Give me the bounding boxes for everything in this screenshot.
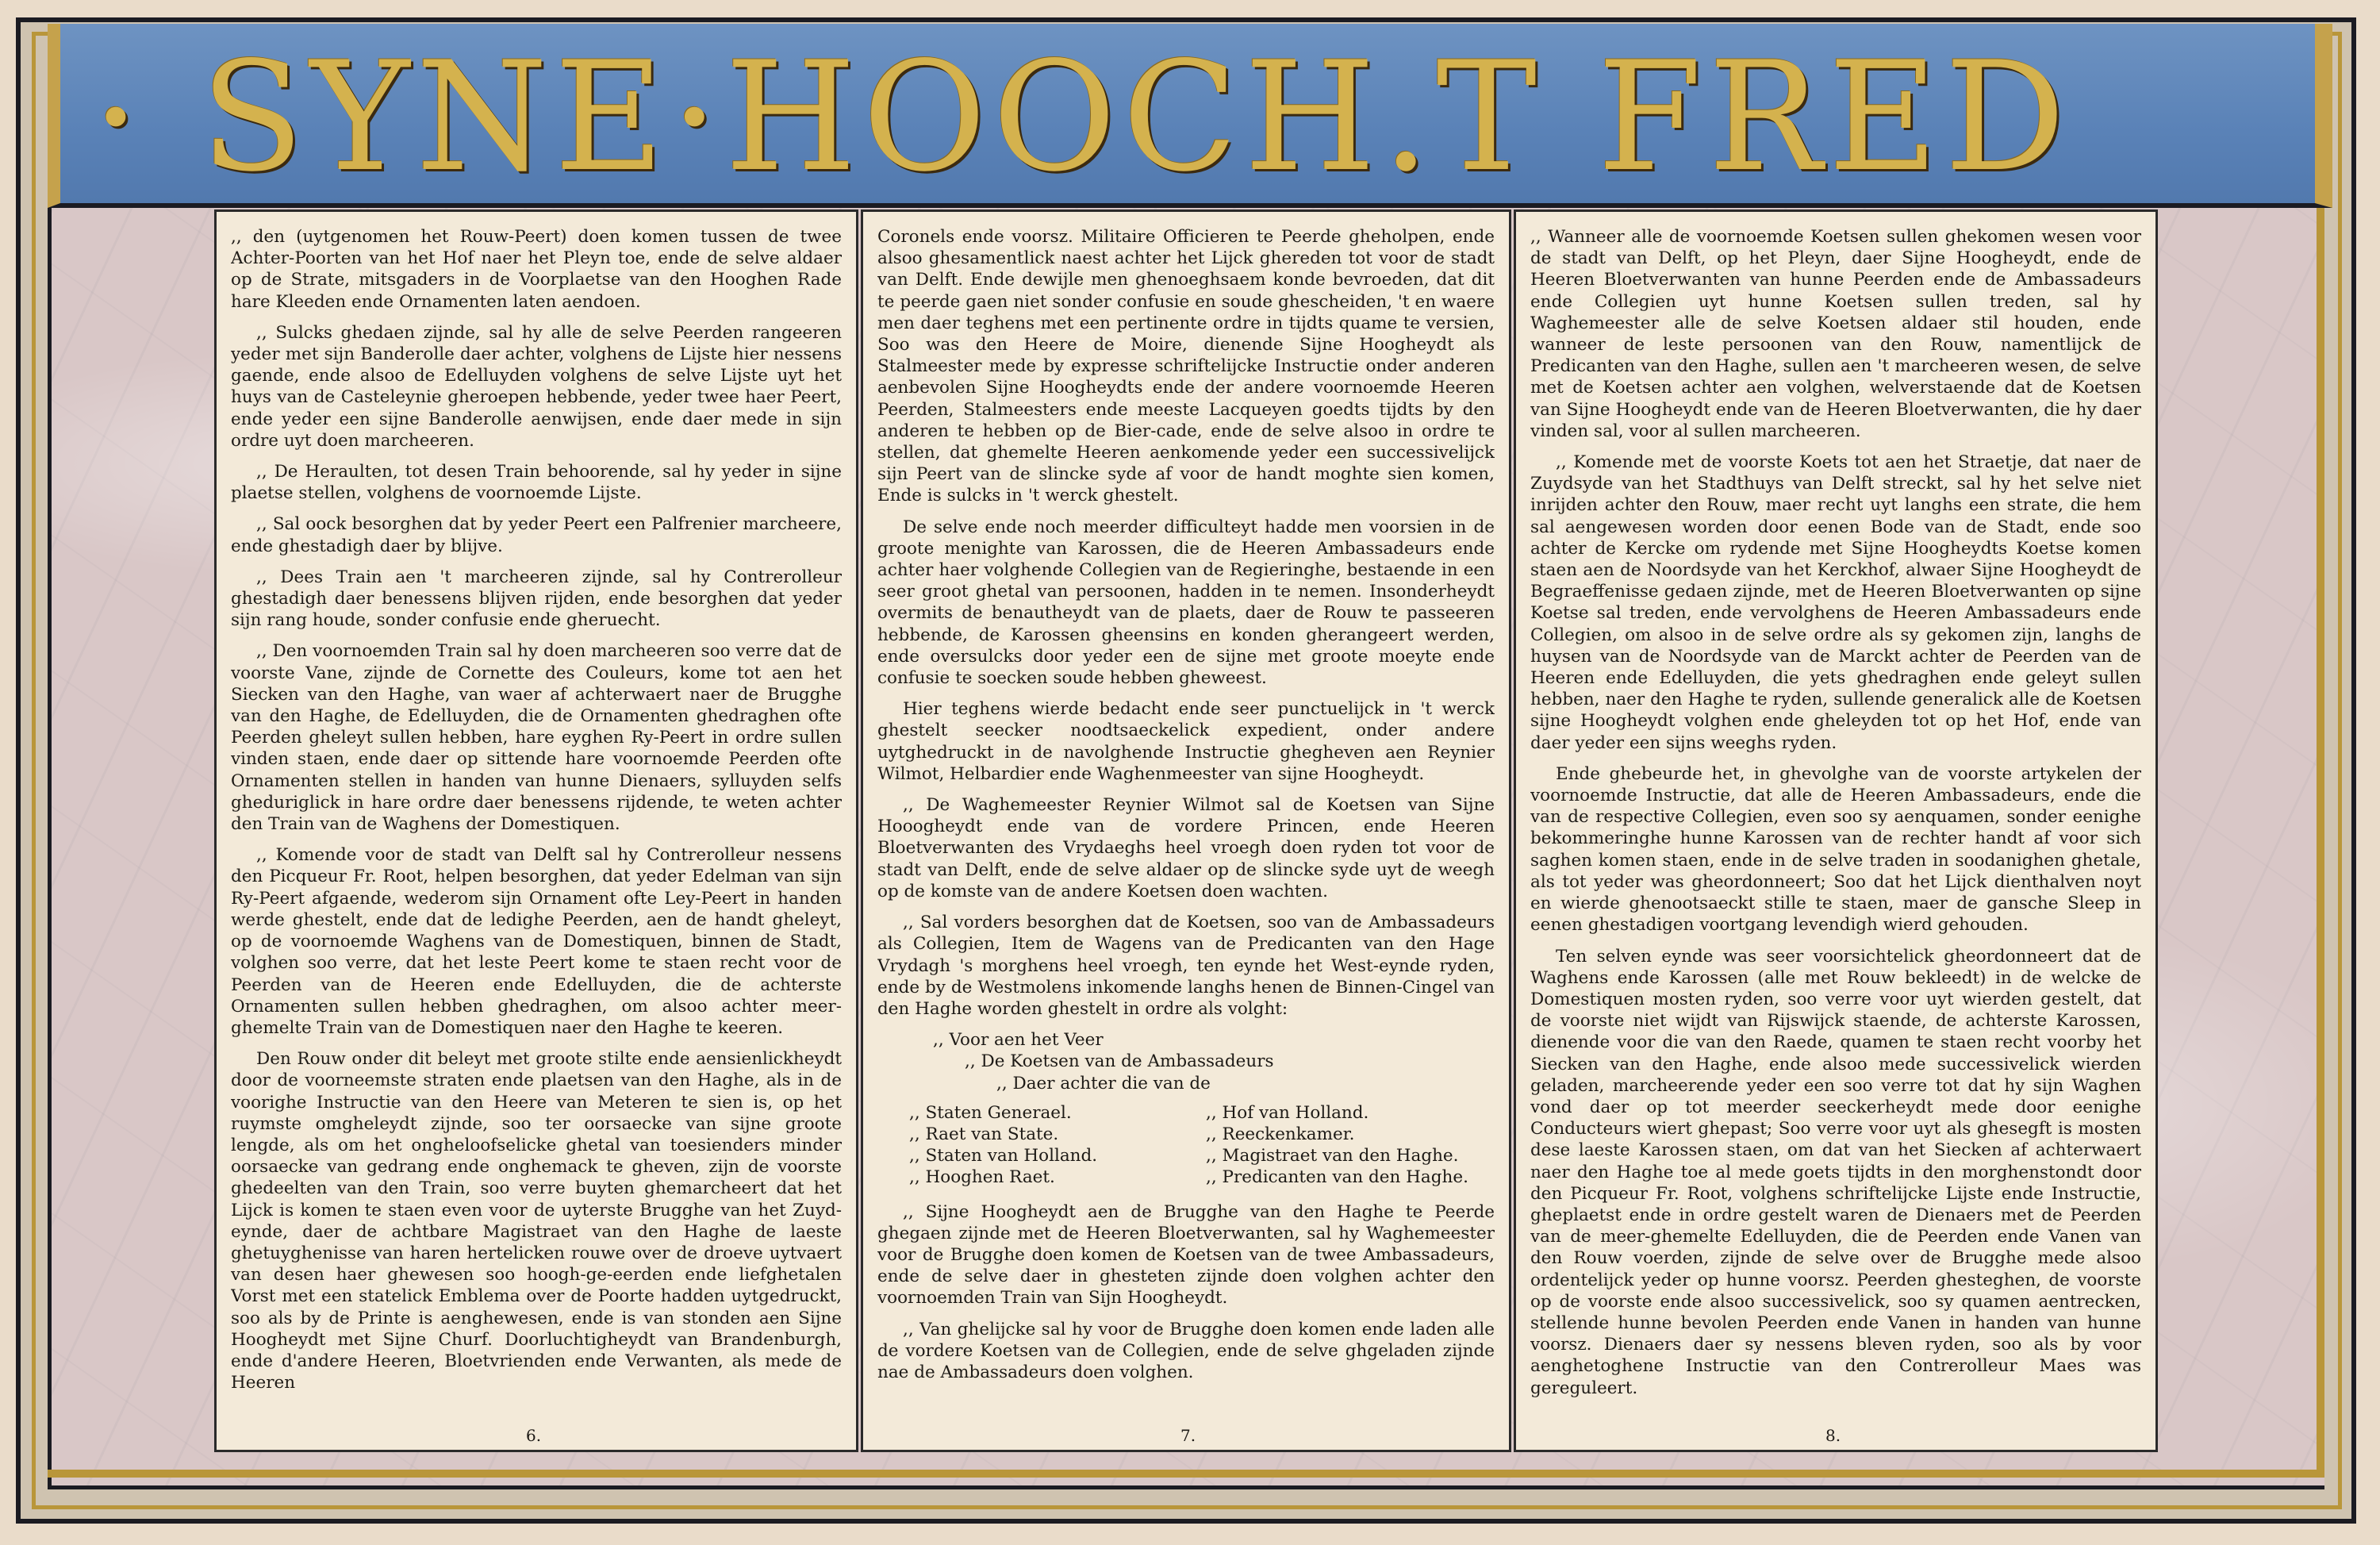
- list-item: ,, Voor aen het Veer: [933, 1030, 1104, 1051]
- list-item: ,, De Koetsen van de Ambassadeurs: [965, 1051, 1274, 1072]
- list-item: ,, Magistraet van den Haghe.: [1206, 1146, 1459, 1166]
- page-6: [214, 209, 858, 1452]
- paragraph: ,, Van ghelijcke sal hy voor de Brugghe doen komen ende laden alle de vordere Koetsen van de Collegien, ende de selve ghgeladen zijnde nae de Ambassadeurs doen volghen.: [877, 1319, 1495, 1382]
- paragraph: Coronels ende voorsz. Militaire Officieren te Peerde gheholpen, ende alsoo ghesamentlick naest achter het Lijck ghereden tot voor de stadt van Delft. Ende dewijle men ghenoeghsaem konde bevroeden, dat dit te peerde gaen niet sonder confusie en soude ghescheiden, 't en waere men daer teghens met een pertinente ordre in tijdts quame te versien, Soo was den Heere de Moire, dienende Sijne Hoogheydt als Stalmeester mede by expresse schriftelijcke Instructie onder anderen aenbevolen Sijne Hoogheydts ende der andere voornoemde Heeren Peerden, Stalmeesters ende meeste Lacqueyen goedts tijdts by den anderen te hebben op de Bier-cade, ende de selve alsoo in ordre te stellen, dat ghemelte Heeren aenkomende yeder een successivelijck sijn Peert van de slincke syde af voor de handt moghte sien komen, Ende is sulcks in 't werck ghestelt.: [877, 227, 1495, 506]
- paragraph: ,, Dees Train aen 't marcheeren zijnde, sal hy Contrerolleur ghestadigh daer benessens blijven rijden, ende besorghen dat yeder sijn rang houde, sonder confusie ende gheruecht.: [231, 567, 842, 631]
- page-number: 6.: [526, 1426, 542, 1445]
- page-number: 8.: [1825, 1426, 1841, 1445]
- page-8-text: [1530, 226, 2141, 1412]
- paragraph: ,, Sijne Hoogheydt aen de Brugghe van den Haghe te Peerde ghegaen zijnde met de Heeren Bloetverwanten, sal hy Waghemeester voor de Brugghe doen komen de Koetsen van de twee Ambassadeurs, ende de selve daer in ghesteten zijnde doen volghen achter den voornoemden Train van Sijn Hoogheydt.: [877, 1201, 1495, 1309]
- paragraph: ,, Sal oock besorghen dat by yeder Peert een Palfrenier marcheere, ende ghestadigh daer by blijve.: [231, 514, 842, 556]
- banner-title: · SYNE·HOOCH.T FRED: [92, 30, 2072, 205]
- paragraph: ,, Sulcks ghedaen zijnde, sal hy alle de selve Peerden rangeeren yeder met sijn Banderolle daer achter, volghens de Lijste hier nessens gaende, ende alsoo de Edelluyden volghens de selve Lijste uyt het huys van de Casteleynie gheroepen hebbende, yeder twee haer Peert, ende yeder een sijne Banderolle aenwijsen, ende daer mede in sijn ordre uyt doen marcheeren.: [231, 322, 842, 451]
- paragraph: ,, De Heraulten, tot desen Train behoorende, sal hy yeder in sijne plaetse stellen, volghens de voornoemde Lijste.: [231, 462, 842, 504]
- list-item: ,, Raet van State.: [909, 1124, 1059, 1144]
- page-7: [861, 209, 1511, 1452]
- paragraph: ,, Komende met de voorste Koets tot aen het Straetje, dat naer de Zuydsyde van het Stadthuys van Delft streckt, sal hy het selve niet inrijden achter den Rouw, maer recht uyt langhs een strate, die hem sal aengewesen worden door eenen Bode van de Stadt, ende soo achter de Kercke om rydende met Sijne Hoogheydts Koetse komen staen aen de Noordsyde van het Kerckhof, alwaer Sijne Hoogheydt de Begraeffenisse gedaen zijnde, met de Heeren Bloetverwanten op sijne Koetse sal treden, ende vervolghens de Heeren Ambassadeurs ende Collegien, om alsoo in de selve ordre als sy gekomen zijn, langhs de huysen van de Noordsyde van de Marckt achter de Peerden van de Heeren ende Edelluyden, die yets ghedraghen ende geleyt sullen hebben, naer den Haghe te ryden, sullende generalick alle de Koetsen sijne Hoogheydt volghen ende gheleyden tot op het Hof, ende van daer yeder een sijns weeghs ryden.: [1530, 452, 2141, 753]
- paragraph: Hier teghens wierde bedacht ende seer punctuelijck in 't werck ghestelt seecker noodtsaeckelick expedient, onder andere uytghedruckt in de navolghende Instructie ghegheven aen Reynier Wilmot, Helbardier ende Waghenmeester van sijne Hoogheydt.: [877, 699, 1495, 784]
- paragraph: ,, Sal vorders besorghen dat de Koetsen, soo van de Ambassadeurs als Collegien, Item de Wagens van de Predicanten van den Hage Vrydagh 's morghens heel vroegh, ten eynde het West-eynde ryden, ende by de Westmolens inkomende langhs henen de Binnen-Cingel van den Haghe worden ghestelt in ordre als volght:: [877, 913, 1495, 1019]
- paragraph: ,, De Waghemeester Reynier Wilmot sal de Koetsen van Sijne Hooogheydt ende van de vordere Princen, ende Heeren Bloetverwanten des Vrydaeghs heel vroegh doen ryden tot voor de stadt van Delft, ende de selve aldaer op de slincke syde uyt de weegh op de komste van de andere Koetsen doen wachten.: [877, 795, 1495, 901]
- gold-border-right: [2317, 32, 2324, 1478]
- title-banner: [48, 24, 2332, 208]
- paragraph: ,, Wanneer alle de voornoemde Koetsen sullen ghekomen wesen voor de stadt van Delft, op het Pleyn, daer Sijne Hoogheydt, ende de Heeren Bloetverwanten van hunne Peerden ende de Ambassadeurs ende Collegien uyt hunne Koetsen sullen treden, sal hy Waghemeester alle de selve Koetsen aldaer stil houden, ende wanneer de leste persoonen van den Rouw, namentlijck de Predicanten van den Haghe, sullen aen 't marcheeren wesen, de selve met de Koetsen achter aen volghen, welverstaende dat de Koetsen van Sijne Hoogheydt ende van de Heeren Bloetverwanten, die hy daer vinden sal, voor al sullen marcheeren.: [1530, 227, 2141, 441]
- paragraph: De selve ende noch meerder difficulteyt hadde men voorsien in de groote menighte van Karossen, die de Heeren Ambassadeurs ende achter haer volghende Collegien van de Regieringhe, bestaende in een seer groot ghetal van persoonen, hadden in te nemen. Insonderheydt overmits de benautheydt van de plaets, daer de Rouw te passeeren hebbende, de Karossen gheensins en konden gherangeert werden, ende oversulcks door yeder een de sijne met groote moeyte ende confusie te soecken soude hebben gheweest.: [877, 517, 1495, 689]
- paragraph: Ende ghebeurde het, in ghevolghe van de voorste artykelen der voornoemde Instructie, dat alle de Heeren Ambassadeurs, ende die van de respective Collegien, even soo sy aenquamen, sonder eenighe bekommeringhe hunne Karossen van de rechter handt af voor sich saghen komen staen, ende in de selve traden in soodanighen ghetale, als tot yeder was gheordonneert; Soo dat het Lijck dienthalven noyt en wierde ghenootsaeckt stille te staen, maer de gansche Sleep in eenen ghestadigen voortgang levendigh wierd gehouden.: [1530, 763, 2141, 936]
- list-item: ,, Staten Generael.: [909, 1102, 1072, 1123]
- page-6-text: [231, 226, 842, 1412]
- college-list: [909, 1102, 1495, 1189]
- page-number: 7.: [1180, 1426, 1196, 1445]
- list-item: ,, Daer achter die van de: [996, 1073, 1211, 1093]
- list-item: ,, Hooghen Raet.: [909, 1167, 1055, 1188]
- page-8: [1514, 209, 2158, 1452]
- paragraph: Den Rouw onder dit beleyt met groote stilte ende aensienlickheydt door de voorneemste straten ende plaetsen van den Haghe, als in de voorighe Instructie van den Heere van Meteren te sien is, op het ruymste omgheleydt zijnde, soo ter oorsaecke van sijne groote lengde, als om het ongheloofselicke ghetal van toesienders minder oorsaecke van gedrang ende onghemack te gheven, zijn de voorste ghedeelten van den Train, soo verre buyten ghemarcheert dat het Lijck is komen te staen even voor de uyterste Brugghe van het Zuyd-eynde, daer de achtbare Magistraet van den Haghe de laeste ghetuyghenisse van haren hertelicken rouwe over de droeve uytvaert van desen haer ghewesen soo hoogh-ge-eerden ende liefghetalen Vorst met een statelick Emblema over de Poorte hadden uytgedruckt, soo als by de Printe is aenghewesen, ende is van stonden aen Sijne Hoogheydt met Sijne Churf. Doorluchtigheydt van Brandenburgh, ende d'andere Heeren, Bloetvrienden ende Verwanten, als mede de Heeren: [231, 1049, 842, 1393]
- carriage-order-list: [877, 1029, 1495, 1188]
- gold-border-bottom: [48, 1470, 2324, 1478]
- page-7-text: [877, 226, 1495, 1412]
- paragraph: ,, den (uytgenomen het Rouw-Peert) doen komen tussen de twee Achter-Poorten van het Hof naer het Pleyn toe, ende de selve aldaer op de Strate, mitsgaders in de Voorplaetse van den Hooghen Rade hare Kleeden ende Ornamenten laten aendoen.: [231, 227, 842, 312]
- list-item: ,, Staten van Holland.: [909, 1146, 1098, 1166]
- list-item: ,, Predicanten van den Haghe.: [1206, 1167, 1468, 1188]
- paragraph: Ten selven eynde was seer voorsichtelick gheordonneert dat de Waghens ende Karossen (alle met Rouw bekleedt) in de welcke de Domestiquen mosten ryden, soo verre voor uyt wierden gestelt, dat de voorste niet wijdt van Rijswijck staende, de achterste Karossen, dienende voor die van den Raede, quamen te staen recht voorby het Siecken van den Haghe, ende alsoo mede successivelick wierden geladen, marcheerende yeder een soo verre tot dat hy sijn Waghen vond daer op tot meerder seeckerheydt mede door eenighe Conducteurs wiert ghepast; Soo verre voor uyt als ghesegft is mosten dese laeste Karossen staen, om dat van het Siecken af achterwaert naer den Haghe toe al mede goets tijdts in den morghenstondt door den Picqueur Fr. Root, volghens schriftelijcke Lijste ende Instructie, gheplaetst ende in ordre gestelt waren de Dienaers met de Peerden van de meer-ghemelte Edelluyden, die de Peerden ende Vanen van den Rouw voerden, zijnde de selve over de Brugghe mede alsoo ordentelijck yeder op hunne voorsz. Peerden ghesteghen, de voorste op de voorste ende alsoo successivelick, soo sy quamen aentrecken, stellende hunne bevolen Peerden ende Vanen in handen van hunne voorsz. Dienaers daer sy nessens bleven ryden, soo als by voor aenghetoghene Instructie van den Contrerolleur Maes was gereguleert.: [1530, 946, 2141, 1398]
- paragraph: ,, Komende voor de stadt van Delft sal hy Contrerolleur nessens den Picqueur Fr. Root, helpen besorghen, dat yeder Edelman van sijn Ry-Peert afgaende, wederom sijn Ornament ofte Ley-Peert in handen werde ghestelt, ende dat de ledighe Peerden, aen de handt gheleyt, op de voornoemde Waghens van de Domestiquen, binnen de Stadt, volghen soo verre, dat het leste Peert kome te staen recht voor de Peerden van de Heeren ende Edelluyden, die de achterste Ornamenten sullen hebben ghedraghen, om alsoo achter meer-ghemelte Train van de Domestiquen naer den Haghe te keeren.: [231, 845, 842, 1038]
- list-item: ,, Reeckenkamer.: [1206, 1124, 1355, 1144]
- paragraph: ,, Den voornoemden Train sal hy doen marcheeren soo verre dat de voorste Vane, zijnde de Cornette des Couleurs, kome tot aen het Siecken van den Haghe, van waer af achterwaert naer de Brugghe van den Haghe, de Edelluyden, die de Ornamenten ghedraghen ofte Peerden gheleyt sullen hebben, hare eyghen Ry-Peert in ordre sullen vinden staen, ende daer op sittende hare voornoemde Peerden ofte Ornamenten stellen in handen van hunne Dienaers, sylluyden selfs gheduriglick in hare ordre daer benessens rijdende, te weten achter den Train van de Waghens der Domestiquen.: [231, 641, 842, 835]
- list-item: ,, Hof van Holland.: [1206, 1102, 1369, 1123]
